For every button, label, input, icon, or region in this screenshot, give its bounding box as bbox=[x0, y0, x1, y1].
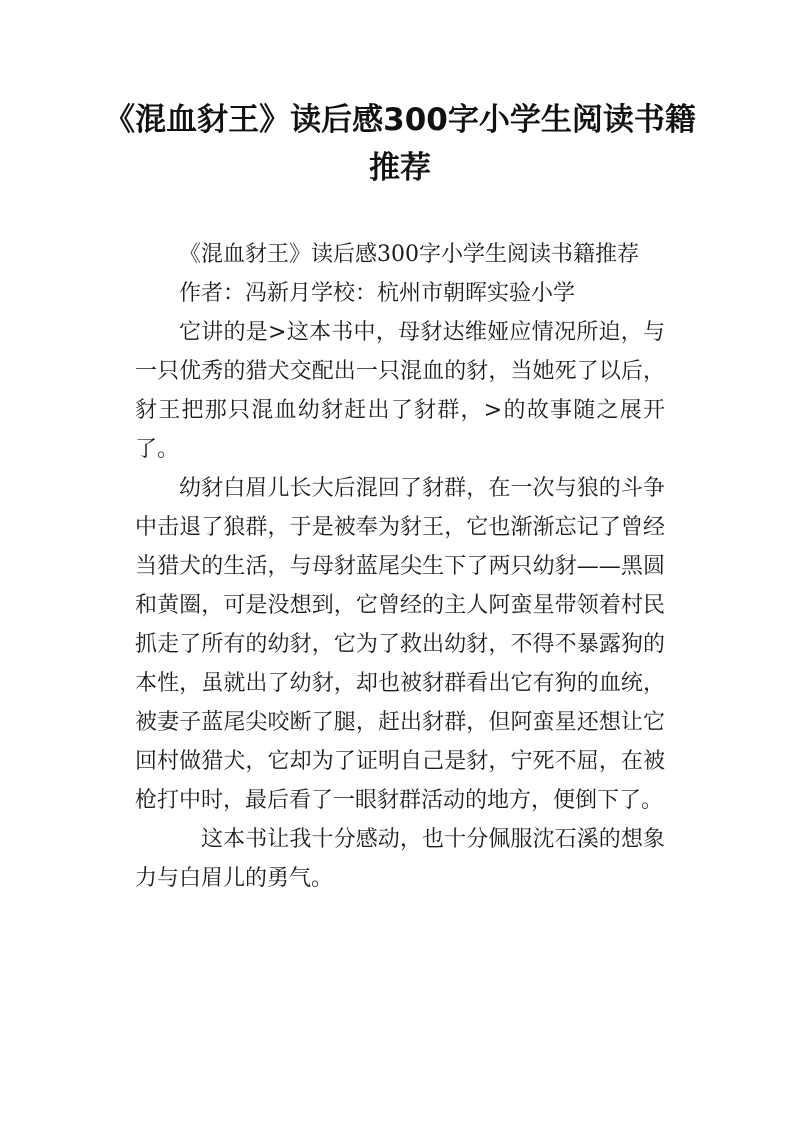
paragraph-intro: 它讲的是>这本书中，母豺达维娅应情况所迫，与一只优秀的猎犬交配出一只混血的豺，当她死了以后，豺王把那只混血幼豺赶出了豺群，>的故事随之展开了。 bbox=[135, 320, 665, 462]
document-title: 《混血豺王》读后感300字小学生阅读书籍推荐 bbox=[104, 102, 696, 186]
paragraph-story: 幼豺白眉儿长大后混回了豺群，在一次与狼的斗争中击退了狼群，于是被奉为豺王，它也渐渐忘记了曾经当猎犬的生活，与母豺蓝尾尖生下了两只幼豺——黑圆和黄圈，可是没想到，它曾经的主人阿蛮星带领着村民抓走了所有的幼豺，它为了救出幼豺，不得不暴露狗的本性，虽就出了幼豺，却也被豺群看出它有狗的血统，被妻子蓝尾尖咬断了腿，赶出豺群，但阿蛮星还想让它回村做猎犬，它却为了证明自己是豺，宁死不屈，在被枪打中时，最后看了一眼豺群活动的地方，便倒下了。 bbox=[135, 476, 665, 813]
paragraph-conclusion: 这本书让我十分感动，也十分佩服沈石溪的想象力与白眉儿的勇气。 bbox=[135, 827, 665, 891]
paragraph-author: 作者：冯新月学校：杭州市朝晖实验小学 bbox=[179, 281, 576, 306]
paragraph-subtitle: 《混血豺王》读后感300字小学生阅读书籍推荐 bbox=[179, 242, 639, 267]
document-body bbox=[135, 235, 665, 898]
